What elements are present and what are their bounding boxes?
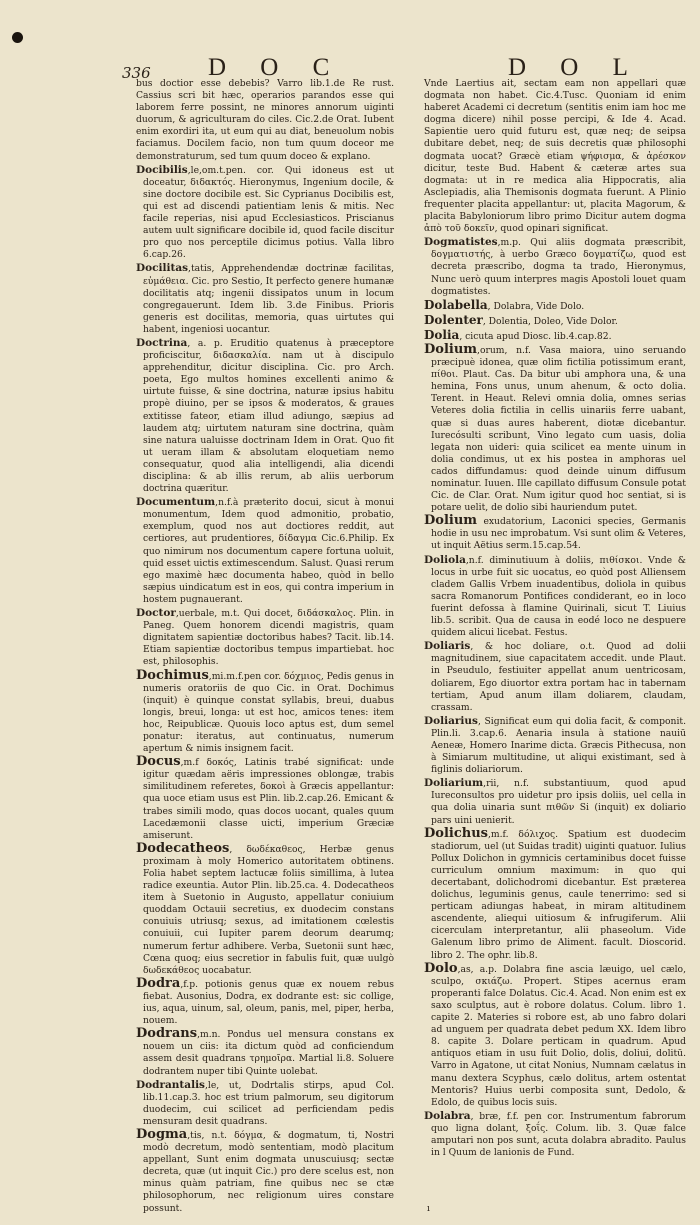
left-column [136,78,394,1216]
dictionary-entry [424,236,686,297]
right-column [424,78,686,1160]
entry-text: ,tis, n.t. δόγμα, & dogmatum, ti, Nostri modò decretum, modò sententiam, modò placitum appellant, Sunt enim dogmata unuscuiusq; sectæ decreta, quæ (ut inquit Cic.) pro dere scelus est, non minus quàm patriam, fine quibus nec se ctæ philosophorum, nec religionum uires constare possunt. [143,1129,394,1214]
dictionary-entry [424,825,686,962]
entry-headword: Dogmatistes [424,236,498,249]
entry-text: ,m.f δοκός, Latinis trabé significat: unde igitur quædam aëris impressiones oblongæ, trabis similitudinem referetes, δοκοὶ à Græcis appellantur: qua uoce etiam usus est Plin. lib.2.cap.26. Emicant & trabes simili modo, quas docos uocant, quales quum Lacedæmonii classe uicti, imperium Græciæ amiserunt. [143,757,394,841]
dictionary-entry [136,607,394,668]
entry-headword: Dolo [424,960,458,976]
entry-text: ,f.p. potionis genus quæ ex nouem rebus fiebat. Ausonius, Dodra, ex dodrante est: sic collige, ius, aqua, uinum, sal, oleum, panis, mel, piper, herba, nouem. [143,978,394,1027]
entry-headword: Dodra [136,975,181,991]
entry-headword: Dolium [424,341,478,357]
entry-headword: Doctor [136,607,176,620]
dictionary-entry [424,554,686,640]
entry-headword: Doliola [424,553,466,566]
entry-text: ,le,om.t.pen. cor. Qui idoneus est ut doceatur, διδακτός. Hieronymus, Ingenium docile, & sine doctore docibile est. Sic Cyprianus Docibilis est, qui est ad discendi patientiam lenis & mitis. Nec facile reperias, nisi apud Ecclesiasticos. Priscianus autem uult significare docibile id, quod facile discitur pro quo nos perceptile dicimus potius. Valla libro 6.cap.26. [143,164,394,261]
dictionary-entry [424,1110,686,1159]
dictionary-entry [136,496,394,606]
dictionary-entry [136,262,394,336]
dictionary-entry [424,960,686,1109]
entry-headword: Doliaris [424,640,471,653]
running-head-right: D O L [508,54,642,81]
entry-text: ,mi.m.f.pen cor. δόχμιος, Pedis genus in numeris oratoriis de quo Cic. in Orat. Dochimus (inquit) è quinque constat syllabis, breui, duabus longis, breui, longa: ut est hoc, amicos tenes: item hoc, Reipublicæ. Quouis loco aptus est, dum semel ponatur: iteratus, aut continuatus, numerum apertum & nimis insignem facit. [143,670,394,755]
entry-headword: Documentum [136,496,216,509]
dictionary-entry [424,329,686,343]
entry-continuation: bus doctior esse debebis? Varro lib.1.de Re rust. Cassius scri bit hæc, operarios parandos esse qui laborem ferre possint, ne minores annorum uiginti duorum, & agriculturam do ciles. Cic.2.de Orat. Iubent enim exordiri ita, ut eum qui au diat, beneuolum nobis faciamus. Docilem facio, non tum quum doceor me demonstraturum, sed tum quum doceo & explano. [136,78,394,162]
entry-text: ,le, ut, Dodrtalis stirps, apud Col. lib.11.cap.3. hoc est trium palmorum, seu digitorum duodecim, cui scilicet ad perficiendam pedis mensuram desit quadrans. [143,1079,394,1127]
entry-headword: Dolium [424,513,478,529]
entry-headword: Dolabra [424,1109,471,1122]
dictionary-entry [424,640,686,714]
dictionary-entry [424,341,686,514]
dictionary-entry [424,715,686,776]
entry-headword: Dodecatheos [136,840,230,856]
entry-text: exudatorium, Laconici species, Germanis hodie in usu nec improbatum. Vsi sunt olim & Veteres, ut inquit Aëtius serm.15.cap.54. [431,516,686,552]
entry-text: , δωδέκαθεος, Herbæ genus proximam à moly Homerico autoritatem obtinens. Folia habet septem lactucæ foliis simillima, à lutea radice exeuntia. Autor Plin. lib.25.ca. 4. Dodecatheos item à Suetonio in Augusto, appellatur coniuium quoddam Octauii secretius, ex duodecim constans conuiuis utriusq; sexus, ad imitationem cœlestis conuiuii, cui Iupiter parem deorum dearumq; numerum fertur adhibere. Verba, Suetonii sunt hæc, Cœna quoq; eius secretior in fabulis fuit, quæ uulgò δωδεκάθεος uocabatur. [143,843,394,976]
dictionary-entry [424,515,686,552]
ink-dot-mark [12,32,23,43]
entry-headword: Dochimus [136,667,209,683]
entry-text: ,m.n. Pondus uel mensura constans ex nouem un ciis: ita dictum quòd ad conficiendum assem desit quadrans τρημοῖρα. Martial li.8. Soluere dodrantem nuper tibi Quinte uolebat. [143,1029,394,1077]
entry-text: , a. p. Eruditio quatenus à præceptore proficiscitur, διδασκαλία. nam ut à discipulo apprehenditur, dicitur disciplina. Cic. pro Arch. poeta, Ego multos homines excellenti animo & uirtute fuisse, & sine doctrina, naturæ ipsius habitu propè diuino, per se ipsos & moderatos, & graues extitisse fateor, etiam illud adiungo, sæpius ad laudem atq; uirtutem naturam sine doctrina, quàm sine natura ualuisse doctrinam Idem in Orat. Quo fit ut ueram illam & absolutam eloquetiam nemo consequatur, quod alia intelligendi, alia dicendi disciplina: & ab illis rerum, ab aliis uerborum doctrina quæritur. [143,337,394,495]
dictionary-entry [136,1028,394,1077]
entry-headword: Docilitas [136,262,189,275]
entry-headword: Docibilis [136,163,188,176]
entry-text: ,m.f. δόλιχος. Spatium est duodecim stadiorum, uel (ut Suidas tradit) uiginti quatuor. Iulius Pollux Dolichon in gymnicis certaminibus docet fuisse curriculum omnium maximum: in quo qui decertabant, dolichodromi dicebantur. Est præterea dolichus, leguminis genus, caule tenerrimo: sed si perticam adiungas habeat, in miram altitudinem ascendente, aliequi uitiosum & infrugiferum. Alii cicerculam interpretantur, alii phaseolum. Vide Galenum libro primo de Aliment. facult. Dioscorid. libro 2. The ophr. lib.8. [431,828,686,961]
entry-text: ,rii, n.f. substantiuum, quod apud Iureconsultos pro uidetur pro ipsis doliis, uel cella in qua dolia uinaria sunt πιθῶν Si (inquit) ex doliario pars uini uenierit. [431,778,686,826]
entry-text: , Dolabra, Vide Dolo. [487,300,585,312]
dictionary-entry [424,777,686,826]
entry-text: , & hoc doliare, o.t. Quod ad dolii magnitudinem, siue capacitatem accedit. unde Plaut. in Pseudulo, festiuiter appellat anum uentricosam, doliarem, Ego diuortor extra portam hac in tabernam tertiam, Apud anum illam doliarem, claudam, crassam. [431,641,686,713]
entry-headword: Dolenter [424,312,483,327]
dictionary-entry [424,299,686,313]
dictionary-entry [424,314,686,328]
dictionary-entry [136,1079,394,1128]
dictionary-entry [136,337,394,495]
entry-headword: Dolichus [424,825,488,841]
entry-headword: Docus [136,754,181,770]
entry-headword: Doliarius [424,714,478,727]
entry-headword: Dodrantalis [136,1078,205,1091]
entry-continuation: Vnde Laertius ait, sectam eam non appellari quæ dogmata non habet. Cic.4.Tusc. Quoniam id enim haberet Academi ci decretum (sentitis enim iam hoc me dogma dicere) nihil posse percipi, & Ide 4. Acad. Sapientie uero quid futuru est, quæ neq; de seipsa dubitare debet, neq; de suis decretis quæ philosophi dogmata uocat? Græcè etiam ψήφισμα, & ἀρέσκον dicitur, teste Bud. Habent & cæteræ artes sua dogmata: ut in re medica alia Hippocratis, alia Asclepiadis, alia Themisonis dogmata fuerunt. A Plinio frequenter placita appellantur: ut, placita Magorum, & placita Babyloniorum libro primo Dicitur autem dogma ἀπὸ τοῦ δοκεῖν, quod opinari significat. [424,78,686,235]
entry-headword: Doctrina [136,336,188,349]
dictionary-entry [136,975,394,1027]
page-number: 336 [122,64,151,82]
entry-text: , bræ, f.f. pen cor. Instrumentum fabrorum quo ligna dolant, ξοΐς. Colum. lib. 3. Quæ falce amputari non pos sunt, acuta dolabra abradito. Paulus in l Quum de lanionis de Fund. [431,1110,686,1159]
entry-text: ,as, a.p. Dolabra fine ascia læuigo, uel cælo, sculpo, σκιάζω. Propert. Stipes acernus eram properanti falce Dolatus. Cic.4. Acad. Non enim est ex saxo sculptus, aut è robore dolatus. Colum. libro 1. capite 2. Materies si robore est, ab uno fabro dolari ad unguem per quadrata debet pedum XX. Idem libro 8. capite 3. Dolare perticam in quadrum. Apud antiquos etiam in usu fuit Dolio, dolis, doliui, dolitū. Varro in Agatone, ut citat Nonius, Numnam cælatus in manu dextera Scyphus, cælo dolitus, artem ostentat Mentoris? Huius uerbi composita sunt, Dedolo, & Edolo, de quibus locis suis. [431,963,686,1108]
entry-text: ,n.f. diminutiuum à doliis, πιθίσκοι. Vnde & locus in urbe fuit sic uocatus, eo quòd post Alliensem cladem Gallis Vrbem inuadentibus, doliola in quibus sacra Romanorum Pontifices condiderant, eo in loco fuerint defossa à flamine Quirinali, sicut T. Liuius lib.5. scribit. Qua de causa in eodé loco ne despuere quidem alicui licebat. Festus. [431,554,686,639]
dictionary-entry [136,756,394,842]
entry-headword: Dolia [424,327,460,342]
entry-text: ,orum, n.f. Vasa maiora, uino seruando præcipuè idonea, quæ olim fictilia potissimum erant, πίθοι. Plaut. Cas. Da bitur ubi amphora una, & una hemina, Fons unus, unum ahenum, & octo dolia. Terent. in Heaut. Relevi omnia dolia, omnes serias Veteres dolia fictilia in cellis uinariis ferre uabant, quæ si duas aures haberent, diotæ dicebantur. Iurecósulti scribunt, Vino legato cum uasis, dolia legata non uideri: quia scilicet ea mente uinum in dolia condimus, ut ex his postea in amphoras uel cados diffundamus: quod deinde uinum diffusum nominatur. Iuuen. Ille capillato diffusum Consule potat Cic. de Clar. Orat. Num igitur quod hoc sentiat, si is potare uelit, de dolio sibi hauriendum putet. [431,344,686,514]
entry-text: , Significat eum qui dolia facit, & componit. Plin.li. 3.cap.6. Aenaria insula à statione nauiū Aeneæ, Homero Inarime dicta. Græcis Pithecusa, non à Simiarum multitudine, ut aliqui existimant, sed à figlinis doliariorum. [431,715,686,776]
entry-headword: Dogma [136,1126,188,1142]
entry-headword: Doliarium [424,777,484,790]
entry-text: ,n.f.à præterito docui, sicut à monui monumentum, Idem quod admonitio, probatio, exemplum, quod nos aut doctiores reddit, aut certiores, aut prudentiores, δίδαγμα Cic.6.Philip. Ex quo nimirum nos documentum capere fortuna uoluit, quid esset uictis extimescendum. Salust. Quasi rerum ego maximè hæc documenta habeo, quòd in bello sæpius uindicatum est in eos, qui contra imperium in hostem pugnauerant. [143,497,394,605]
dictionary-entry [136,1126,394,1215]
dictionary-entry [136,164,394,262]
entry-text: ,m.p. Qui aliis dogmata præscribit, δογματιστής, à uerbo Græco δογματίζω, quod est decreta præscribo, dogma ta trado, Hieronymus, Nunc uerò quum interpres magis Apostoli louet quam dogmatistes. [431,237,686,297]
dictionary-entry [136,667,394,756]
entry-headword: Dodrans [136,1026,198,1042]
bottom-mark: ı [427,1204,430,1214]
entry-text: ,tatis, Apprehendendæ doctrinæ facilitas, εὐμάθεια. Cic. pro Sestio, It perfecto genere humanæ docilitatis atq; ingenii dissipatos unum in locum congregauerunt. Idem lib. 3.de Finibus. Prioris generis est docilitas, memoria, quas uirtutes qui habent, ingeniosi uocantur. [143,263,394,335]
running-head-left: D O C [208,54,344,81]
dictionary-entry [136,840,394,977]
entry-text: ,uerbale, m.t. Qui docet, διδάσκαλος. Plin. in Paneg. Quem honorem dicendi magistris, quam dignitatem sapientiæ doctoribus habes? Tacit. lib.14. Etiam sapientiæ doctoribus tempus impartiebat. hoc est, philosophis. [143,608,394,668]
entry-headword: Dolabella [424,297,488,312]
entry-text: , Dolentia, Doleo, Vide Dolor. [482,315,618,327]
entry-text: , cicuta apud Diosc. lib.4.cap.82. [459,330,612,342]
